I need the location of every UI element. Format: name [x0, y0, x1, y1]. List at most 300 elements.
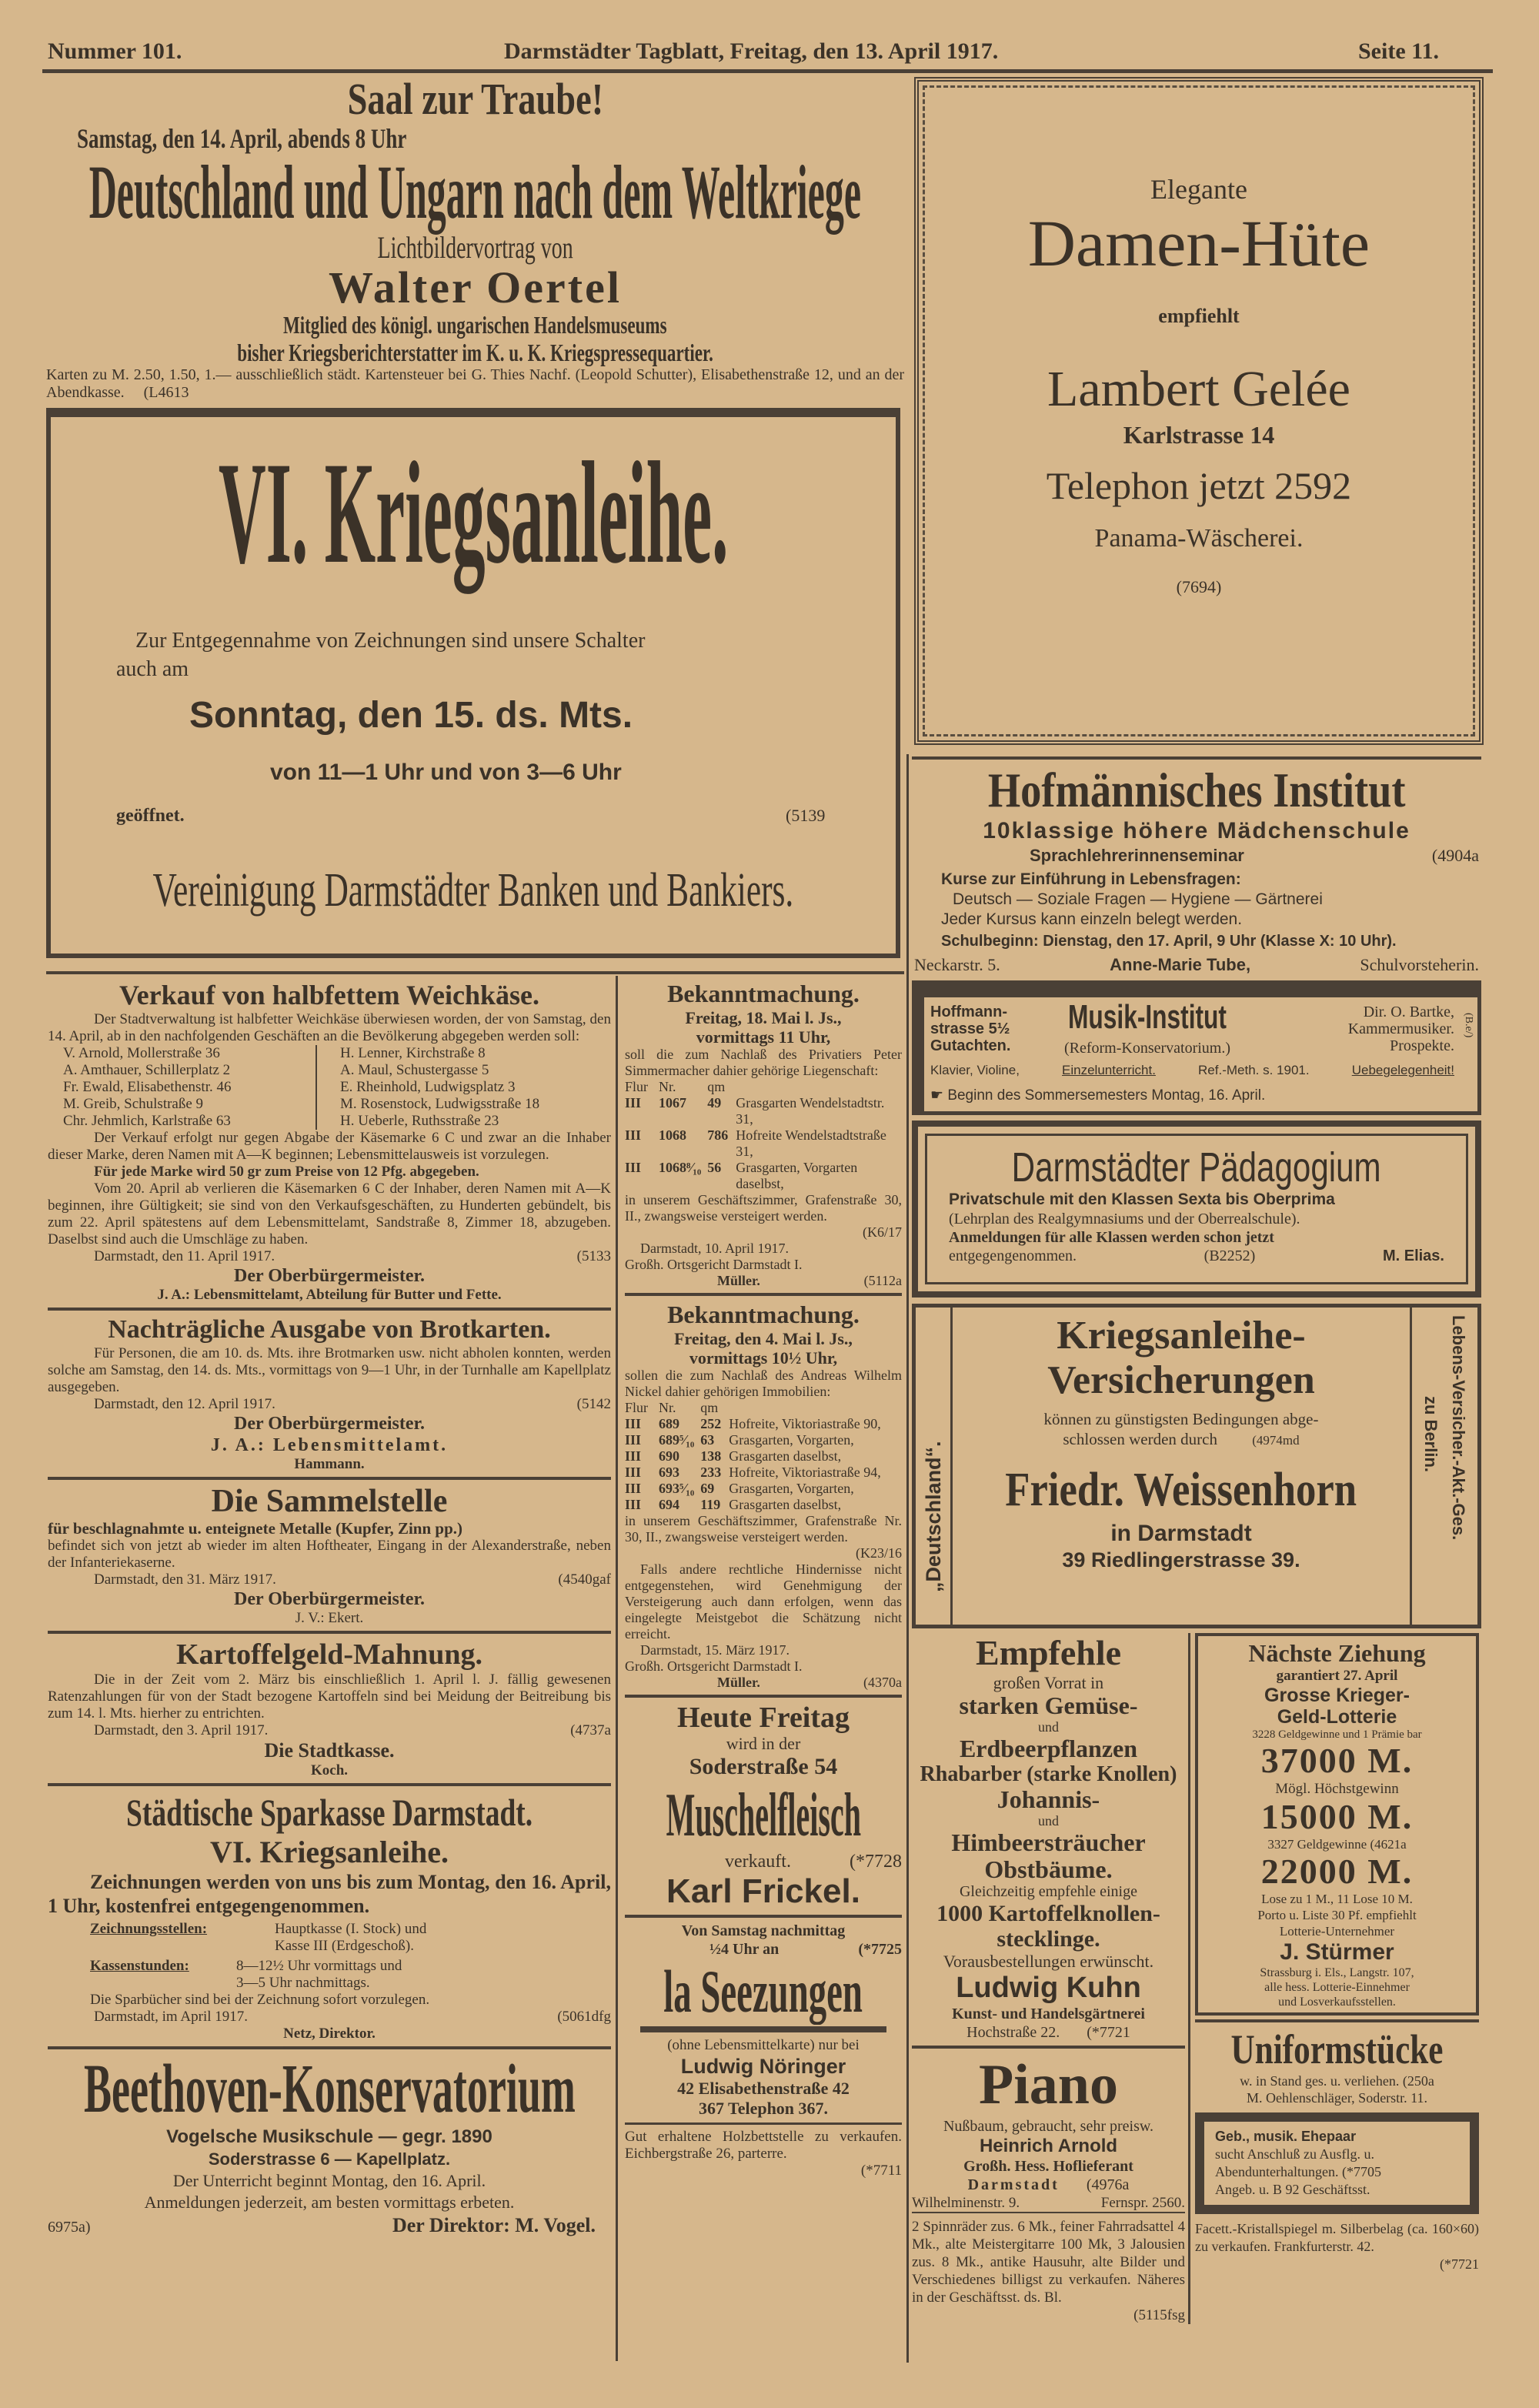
- table-cell: 1068: [659, 1127, 687, 1143]
- weich-title: Verkauf von halbfettem Weichkäse.: [119, 980, 539, 1010]
- damen-extra: Panama-Wäscherei.: [1094, 524, 1304, 553]
- rule: [48, 2046, 611, 2049]
- bek1-text: in unserem Geschäftszimmer, Grafenstraße 30, II., zwangsweise versteigert werden.: [625, 1192, 902, 1224]
- sammel-date: Darmstadt, den 31. März 1917.: [94, 1571, 276, 1588]
- traube-title: Saal zur Traube!: [347, 74, 603, 124]
- notice-sparkasse: [48, 1790, 611, 2042]
- seez-l1: Von Samstag nachmittag: [681, 1922, 846, 1939]
- right-sub-column-left: [912, 1633, 1190, 2324]
- bek2-col-header: qm: [700, 1400, 719, 1415]
- ad-ludwig-kuhn: [912, 1633, 1185, 2042]
- table-cell: Hofreite, Viktoriastraße 94,: [729, 1465, 881, 1480]
- column-divider: [906, 754, 909, 2363]
- table-cell: III: [625, 1416, 642, 1431]
- ad-hofmann-institut: [912, 763, 1481, 976]
- table-cell: 786: [707, 1127, 729, 1143]
- uni-code: (250a: [1402, 2073, 1434, 2089]
- rule: [48, 1631, 611, 1634]
- kart-sig2: Koch.: [310, 1762, 349, 1778]
- middle-column: [625, 979, 902, 2179]
- musik-left3: Gutachten.: [930, 1037, 1011, 1054]
- bek2-text2: Falls andere rechtliche Hindernisse nicht entgegenstehen, wird Genehmigung der Versteigerung auch dann erfolgen, wenn das eingelegte Meistgebot die Schätzung nicht erreicht.: [625, 1561, 902, 1642]
- table-cell: 693: [659, 1465, 680, 1480]
- ad-muschelfleisch: [625, 1702, 902, 1911]
- musik-right3: Prospekte.: [1390, 1037, 1454, 1054]
- ehe-l4: Angeb. u. B 92 Geschäftsst.: [1215, 2182, 1370, 2197]
- vers-code: (4974md: [1252, 1433, 1300, 1448]
- paed-title: Darmstädter Pädagogium: [1012, 1144, 1381, 1191]
- lot-prize-3: 22000 M.: [1260, 1852, 1414, 1891]
- traube-date: Samstag, den 14. April, abends 8 Uhr: [77, 123, 407, 154]
- shop: A. Amthauer, Schillerplatz 2: [63, 1062, 231, 1078]
- weich-p3: Vom 20. April ab verlieren die Käsemarken 6 C der Inhaber, deren Namen mit A—K beginnen, ihre Gültigkeit; sie sind von den Verkaufsgeschäften, zu Hunderten gebündelt, bis zum 22. April spätestens auf dem Lebensmittelamt, Sandstraße 8, Zimmer 18, abzugeben. Daselbst sind auch die Umschläge zu haben.: [48, 1181, 611, 1247]
- piano-l3: Darmstadt: [967, 2176, 1060, 2193]
- musik-right1: Dir. O. Bartke,: [1363, 1004, 1454, 1020]
- table-cell: 63: [700, 1432, 715, 1448]
- hofmann-director-title: Schulvorsteherin.: [1360, 955, 1479, 974]
- bek2-date: Freitag, den 4. Mai l. Js.,: [674, 1329, 853, 1348]
- anleihe-intro2: auch am: [116, 657, 189, 681]
- spiegel-text: Facett.-Kristallspiegel m. Silberbelag (ca. 160×60) zu verkaufen. Frankfurterstr. 42.: [1195, 2221, 1479, 2254]
- table-cell: III: [625, 1481, 642, 1496]
- ehe-l1: Geb., musik. Ehepaar: [1215, 2129, 1357, 2144]
- spar-sig: Netz, Direktor.: [283, 2026, 376, 2042]
- sammel-sig: Der Oberbürgermeister.: [234, 1589, 425, 1609]
- lot-l3: Grosse Krieger-: [1264, 1685, 1410, 1706]
- weich-p1: Der Verkauf erfolgt nur gegen Abgabe der Käsemarke 6 C und zwar an die Inhaber dieser Marke, deren Namen mit A—K beginnen; Lebensmittelausweis ist vorzulegen.: [48, 1130, 611, 1163]
- lot-l10: Lotterie-Unternehmer: [1279, 1924, 1395, 1939]
- bek2-col-header: Flur: [625, 1400, 649, 1415]
- musik-begin: Beginn des Sommersemesters Montag, 16. April.: [947, 1087, 1266, 1104]
- classified-bettstelle: [625, 2129, 902, 2179]
- brot-sig3: Hammann.: [294, 1456, 365, 1472]
- divider: [1410, 1308, 1412, 1625]
- bek2-text: in unserem Geschäftszimmer, Grafenstraße Nr. 30, II., zwangsweise versteigert werden.: [625, 1513, 902, 1545]
- piano-code: (4976a: [1086, 2176, 1130, 2193]
- lot-l1: Nächste Ziehung: [1248, 1639, 1426, 1667]
- traube-line1: Mitglied des königl. ungarischen Handelsmuseums: [283, 311, 667, 339]
- seez-title: la Seezungen: [663, 1958, 863, 2025]
- ad-seezungen: [625, 1922, 902, 2119]
- table-cell: 252: [700, 1416, 722, 1431]
- piano-title: Piano: [979, 2053, 1118, 2116]
- brot-sig2: J. A.: Lebensmittelamt.: [210, 1435, 449, 1455]
- divider: [950, 1308, 953, 1625]
- kart-code: (4737a: [570, 1722, 611, 1738]
- muschel-l1: Heute Freitag: [676, 1702, 850, 1734]
- notice-bekanntmachung-2: [625, 1300, 902, 1691]
- sammel-sig2: J. V.: Ekert.: [295, 1610, 364, 1626]
- ehe-code: (*7705: [1341, 2164, 1381, 2179]
- piano-l5: Fernspr. 2560.: [1100, 2195, 1185, 2211]
- empf-line: Vorausbestellungen erwünscht.: [943, 1952, 1154, 1971]
- left-column: [48, 979, 611, 2239]
- bett-code: (*7711: [860, 2163, 902, 2179]
- empf-lines: [912, 1673, 1185, 1971]
- rule: [48, 1308, 611, 1311]
- empf-title: Empfehle: [975, 1633, 1122, 1672]
- header-rule: [42, 69, 1493, 73]
- table-cell: 69: [700, 1481, 715, 1496]
- damen-code: (7694): [1176, 577, 1222, 596]
- table-cell: 689⁵⁄₁₀: [659, 1432, 695, 1448]
- spar-stunde: 3—5 Uhr nachmittags.: [236, 1975, 370, 1991]
- rule: [625, 1293, 902, 1296]
- ad-paedagogium: [912, 1121, 1481, 1298]
- vers-title2: Versicherungen: [1047, 1358, 1315, 1402]
- brot-title: Nachträgliche Ausgabe von Brotkarten.: [108, 1315, 551, 1344]
- anleihe-intro: Zur Entgegennahme von Zeichnungen sind unsere Schalter: [135, 629, 646, 653]
- brot-sig: Der Oberbürgermeister.: [234, 1414, 425, 1434]
- muschel-title: Muschelfleisch: [666, 1782, 861, 1849]
- notice-kartoffelgeld: [48, 1638, 611, 1779]
- traube-headline: Deutschland und Ungarn nach dem Weltkriege: [88, 149, 862, 235]
- sammel-title: Die Sammelstelle: [211, 1484, 448, 1519]
- damen-address: Karlstrasse 14: [1123, 421, 1275, 449]
- seez-l3: (ohne Lebensmittelkarte) nur bei: [667, 2037, 860, 2053]
- hofmann-director: Anne-Marie Tube,: [1110, 955, 1251, 974]
- musik-title: Musik-Institut: [1068, 998, 1227, 1036]
- ad-damen-huete: [914, 77, 1484, 745]
- table-cell: Grasgarten Wendelstadtstr. 31,: [736, 1095, 885, 1127]
- table-cell: III: [625, 1448, 642, 1464]
- muschel-l4: verkauft.: [725, 1852, 791, 1872]
- ad-piano: [912, 2052, 1185, 2213]
- bek1-intro: soll die zum Nachlaß des Privatiers Peter Simmermacher dahier gehörige Liegenschaft:: [625, 1047, 902, 1078]
- table-cell: III: [625, 1465, 642, 1480]
- lot-prize-1: 37000 M.: [1260, 1741, 1414, 1780]
- uni-title: Uniformstücke: [1230, 2026, 1444, 2072]
- bek1-col-header: Flur: [625, 1079, 649, 1094]
- spar-stunde: 8—12½ Uhr vormittags und: [236, 1958, 402, 1974]
- musik-line-2: Ref.-Meth. s. 1901.: [1198, 1063, 1310, 1077]
- paed-l2: (Lehrplan des Realgymnasiums und der Oberrealschule).: [949, 1211, 1300, 1227]
- spiegel-code: (*7721: [1440, 2256, 1479, 2272]
- table-cell: III: [625, 1127, 642, 1143]
- brot-date: Darmstadt, den 12. April 1917.: [94, 1396, 275, 1412]
- empf-line: großen Vorrat in: [993, 1673, 1104, 1692]
- hofmann-courses-note: Jeder Kursus kann einzeln belegt werden.: [941, 910, 1243, 928]
- ad-saal-zur-traube: [46, 75, 904, 402]
- vers-right2: zu Berlin.: [1421, 1396, 1441, 1473]
- empf-line: Rhabarber (starke Knollen): [920, 1762, 1177, 1786]
- hofmann-address: Neckarstr. 5.: [914, 955, 1000, 974]
- table-row: [625, 1481, 887, 1497]
- right-bottom-area: [912, 1633, 1481, 2324]
- kart-text: Die in der Zeit vom 2. März bis einschließlich 1. April l. J. fällig gewesenen Ratenzahlungen für von der Stadt bezogene Kartoffeln sind bei Meidung der Beitreibung bis zum 14. l. Mts. hierher zu entrichten.: [48, 1672, 611, 1722]
- sammel-sub: für beschlagnahmte u. enteignete Metalle (Kupfer, Zinn pp.): [48, 1519, 462, 1538]
- beet-sig: Der Direktor: M. Vogel.: [392, 2214, 596, 2236]
- hofmann-title: Hofmännisches Institut: [987, 763, 1406, 817]
- uni-l1: w. in Stand ges. u. verliehen.: [1240, 2073, 1400, 2089]
- paed-l1: Privatschule mit den Klassen Sexta bis Oberprima: [949, 1191, 1335, 1208]
- shop: H. Ueberle, Ruthsstraße 23: [340, 1113, 499, 1129]
- shop: Chr. Jehmlich, Karlstraße 63: [63, 1113, 231, 1129]
- empf-sub: Kunst- und Handelsgärtnerei: [952, 2006, 1145, 2022]
- lot-l13: und Losverkaufsstellen.: [1278, 1996, 1396, 2009]
- spar-stelle: Hauptkasse (I. Stock) und: [275, 1921, 427, 1937]
- paed-name: M. Elias.: [1382, 1247, 1444, 1264]
- ad-kriegsanleihe-banken: [46, 408, 900, 958]
- anleihe-date: Sonntag, den 15. ds. Mts.: [189, 695, 633, 736]
- bek2-sig: Großh. Ortsgericht Darmstadt I.: [625, 1658, 803, 1674]
- sammel-code: (4540gaf: [558, 1571, 611, 1588]
- table-cell: Grasgarten daselbst,: [729, 1448, 842, 1464]
- table-cell: 689: [659, 1416, 680, 1431]
- ehe-l2: sucht Anschluß zu Ausflg. u.: [1215, 2146, 1374, 2162]
- anleihe-open: geöffnet.: [116, 806, 185, 826]
- spar-code: (5061dfg: [557, 2009, 611, 2025]
- ad-beethoven-konservatorium: [48, 2053, 611, 2239]
- weich-date: Darmstadt, den 11. April 1917.: [94, 1248, 275, 1264]
- lot-l2: garantiert 27. April: [1276, 1668, 1398, 1684]
- bek2-title: Bekanntmachung.: [667, 1301, 860, 1328]
- vers-text1: können zu günstigsten Bedingungen abge-: [1043, 1410, 1319, 1428]
- brot-text: Für Personen, die am 10. ds. Mts. ihre Brotmarken usw. nicht abholen konnten, werden solche am Samstag, den 14. ds. Mts., vormittags von 9—1 Uhr, in der Turnhalle am Kapellplatz ausgegeben.: [48, 1345, 611, 1395]
- rule: [46, 971, 904, 974]
- ad-uniformstuecke: [1195, 2026, 1479, 2106]
- rule: [640, 2026, 886, 2032]
- table-row: [625, 1160, 902, 1192]
- beet-l3: Der Unterricht beginnt Montag, den 16. April.: [172, 2171, 486, 2190]
- traube-speaker: Walter Oertel: [329, 262, 622, 312]
- spar-stunden-label: Kassenstunden:: [90, 1958, 189, 1974]
- beet-l1: Vogelsche Musikschule — gegr. 1890: [166, 2126, 492, 2147]
- traube-tickets: Karten zu M. 2.50, 1.50, 1.— ausschließlich städt. Kartensteuer bei G. Thies Nachf. (Leopold Schutter), Elisabethenstraße 12, und an der Abendkasse.: [46, 366, 904, 401]
- classified-spiegel: [1195, 2220, 1479, 2273]
- lot-name: J. Stürmer: [1280, 1939, 1394, 1965]
- masthead: Darmstädter Tagblatt, Freitag, den 13. April 1917.: [504, 38, 999, 64]
- brot-code: (5142: [576, 1396, 611, 1412]
- musik-line-1: Einzelunterricht.: [1062, 1063, 1156, 1077]
- bek1-table: [625, 1079, 902, 1192]
- table-cell: 690: [659, 1448, 680, 1464]
- issue-number: Nummer 101.: [48, 38, 182, 64]
- seez-name: Ludwig Nöringer: [680, 2055, 846, 2078]
- vers-city: in Darmstadt: [1110, 1521, 1252, 1546]
- table-cell: Hofreite, Viktoriastraße 90,: [729, 1416, 881, 1431]
- hofmann-code: (4904a: [1431, 846, 1479, 865]
- table-cell: 56: [707, 1160, 722, 1175]
- empf-line: 1000 Kartoffelknollen-: [936, 1901, 1160, 1926]
- empf-code: (*7721: [1087, 2024, 1130, 2041]
- table-cell: Grasgarten, Vorgarten,: [729, 1432, 854, 1448]
- rule: [912, 2046, 1185, 2049]
- vers-left: „Deutschland“.: [922, 1441, 945, 1592]
- table-cell: 138: [700, 1448, 722, 1464]
- bek2-code2: (4370a: [863, 1675, 902, 1690]
- bek1-code2: (5112a: [863, 1273, 902, 1288]
- paed-l3: Anmeldungen für alle Klassen werden schon jetzt: [949, 1229, 1274, 1246]
- bek1-date2: Darmstadt, 10. April 1917.: [640, 1241, 789, 1256]
- table-cell: III: [625, 1432, 642, 1448]
- beet-title: Beethoven-Konservatorium: [83, 2051, 576, 2127]
- hofmann-courses: Deutsch — Soziale Fragen — Hygiene — Gärtnerei: [953, 890, 1323, 908]
- table-cell: 49: [707, 1095, 722, 1110]
- muschel-code: (*7728: [850, 1852, 902, 1872]
- musik-side: (B.e/): [1463, 1013, 1474, 1038]
- muschel-name: Karl Frickel.: [666, 1872, 860, 1910]
- spar-note: Die Sparbücher sind bei der Zeichnung sofort vorzulegen.: [90, 1992, 430, 2008]
- lot-l11: Strassburg i. Els., Langstr. 107,: [1260, 1966, 1414, 1979]
- empf-line: und: [1038, 1719, 1059, 1735]
- rule: [625, 2122, 902, 2125]
- damen-elegante: Elegante: [1150, 174, 1247, 205]
- hofmann-courses-title: Kurse zur Einführung in Lebensfragen:: [941, 870, 1241, 888]
- anleihe-code: (5139: [786, 806, 826, 825]
- lot-prize-2: 15000 M.: [1260, 1797, 1414, 1836]
- musik-line-0: Klavier, Violine,: [930, 1063, 1020, 1077]
- seez-tel: 367 Telephon 367.: [698, 2099, 829, 2118]
- shop: H. Lenner, Kirchstraße 8: [340, 1045, 486, 1061]
- bett-text: Gut erhaltene Holzbettstelle zu verkaufen. Eichbergstraße 26, parterre.: [625, 2129, 902, 2162]
- table-row: [625, 1127, 902, 1160]
- bek1-col-header: qm: [707, 1079, 726, 1094]
- musik-right2: Kammermusiker.: [1347, 1020, 1454, 1037]
- table-cell: 233: [700, 1465, 722, 1480]
- beet-code: 6975a): [48, 2219, 91, 2236]
- weich-p2: Für jede Marke wird 50 gr zum Preise von 12 Pfg. abgegeben.: [94, 1164, 479, 1180]
- piano-l1: Nußbaum, gebraucht, sehr preisw.: [943, 2118, 1154, 2135]
- muschel-l2: wird in der: [726, 1734, 801, 1753]
- empf-name: Ludwig Kuhn: [956, 1972, 1141, 2004]
- bek2-col-header: Nr.: [659, 1400, 676, 1415]
- rule: [48, 1477, 611, 1480]
- lot-l5: 3228 Geldgewinne und 1 Prämie bar: [1252, 1728, 1422, 1741]
- table-row: [625, 1465, 887, 1481]
- bek1-sig: Großh. Ortsgericht Darmstadt I.: [625, 1257, 803, 1272]
- anleihe-title: VI. Kriegsanleihe.: [218, 433, 729, 594]
- spinn-text: 2 Spinnräder zus. 6 Mk., feiner Fahrradsattel 4 Mk., alte Meistergitarre 100 Mk, 3 Jalousien zus. 8 Mk., antike Hausuhr, alte Bilder und Verschiedenes billigst zu verkaufen. Näheres in der Geschäftsst. ds. Bl.: [912, 2219, 1185, 2306]
- weich-code: (5133: [576, 1248, 611, 1264]
- column-divider: [616, 976, 618, 2361]
- spar-sub: VI. Kriegsanleihe.: [210, 1835, 449, 1869]
- damen-empfiehlt: empfiehlt: [1158, 305, 1240, 327]
- lot-l4: Geld-Lotterie: [1277, 1706, 1397, 1728]
- vers-address: 39 Riedlingerstrasse 39.: [1062, 1548, 1300, 1571]
- rule: [625, 1915, 902, 1918]
- piano-name: Heinrich Arnold: [979, 2136, 1118, 2156]
- rule: [48, 1783, 611, 1786]
- musik-subtitle: (Reform-Konservatorium.): [1063, 1040, 1231, 1057]
- page-number: Seite 11.: [1358, 38, 1439, 64]
- seez-l2: ½4 Uhr an: [709, 1941, 780, 1958]
- paed-l4: entgegengenommen.: [949, 1247, 1077, 1264]
- table-cell: Grasgarten daselbst,: [729, 1497, 842, 1512]
- shop: E. Rheinhold, Ludwigsplatz 3: [340, 1079, 516, 1095]
- damen-name: Lambert Gelée: [1047, 361, 1350, 417]
- table-cell: Grasgarten, Vorgarten,: [729, 1481, 854, 1496]
- musik-left2: strasse 5½: [930, 1020, 1010, 1037]
- vers-text2: schlossen werden durch: [1063, 1430, 1217, 1448]
- table-cell: III: [625, 1497, 642, 1512]
- bek1-sig2: Müller.: [717, 1273, 760, 1288]
- notice-bekanntmachung-1: [625, 979, 902, 1289]
- shop: M. Rosenstock, Ludwigsstraße 18: [340, 1096, 540, 1112]
- spar-stellen-label: Zeichnungsstellen:: [90, 1921, 208, 1937]
- table-cell: III: [625, 1095, 642, 1110]
- bek2-date2: Darmstadt, 15. März 1917.: [640, 1642, 790, 1658]
- pointing-hand-icon: ☛: [930, 1087, 948, 1104]
- shop: V. Arnold, Mollerstraße 36: [63, 1045, 220, 1061]
- table-cell: Grasgarten, Vorgarten daselbst,: [736, 1160, 858, 1191]
- table-cell: 1068⁸⁄₁₀: [659, 1160, 702, 1175]
- vers-right1: Lebens-Versicher.-Akt.-Ges.: [1449, 1315, 1468, 1541]
- anleihe-hours: von 11—1 Uhr und von 3—6 Uhr: [270, 760, 622, 785]
- right-column: [912, 753, 1481, 2324]
- damen-phone: Telephon jetzt 2592: [1046, 464, 1352, 507]
- table-cell: Hofreite Wendelstadtstraße 31,: [736, 1127, 886, 1159]
- musik-line-3: Uebegelegenheit!: [1351, 1063, 1454, 1077]
- weich-intro: Der Stadtverwaltung ist halbfetter Weichkäse überwiesen worden, der von Samstag, den 14. April, ab in den nachfolgenden Geschäften an die Bevölkerung abgegeben werden soll:: [48, 1011, 611, 1044]
- piano-l2: Großh. Hess. Hoflieferant: [963, 2158, 1133, 2175]
- traube-line2: bisher Kriegsberichterstatter im K. u. K. Kriegspressequartier.: [237, 339, 713, 366]
- empf-line: Johannis-: [997, 1785, 1100, 1813]
- empf-line: stecklinge.: [997, 1926, 1100, 1952]
- hofmann-start: Schulbeginn: Dienstag, den 17. April, 9 Uhr (Klasse X: 10 Uhr).: [941, 933, 1397, 950]
- rule: [912, 756, 1481, 760]
- bek2-sig2: Müller.: [717, 1675, 760, 1690]
- right-sub-column-right: [1190, 1633, 1479, 2324]
- anleihe-signature: Vereinigung Darmstädter Banken und Bankiers.: [152, 864, 794, 917]
- rule: [625, 1695, 902, 1698]
- uni-l2: M. Oehlenschläger, Soderstr. 11.: [1246, 2090, 1428, 2106]
- lot-l9: Porto u. Liste 30 Pf. empfiehlt: [1257, 1908, 1417, 1922]
- bek2-table: [625, 1400, 887, 1513]
- vers-name: Friedr. Weissenhorn: [1005, 1464, 1357, 1516]
- empf-line: starken Gemüse-: [959, 1692, 1138, 1719]
- table-cell: 1067: [659, 1095, 687, 1110]
- ad-kriegsanleihe-versicherungen: [912, 1304, 1481, 1628]
- seez-code: (*7725: [858, 1941, 902, 1958]
- spar-title: Städtische Sparkasse Darmstadt.: [125, 1791, 533, 1834]
- lot-l12: alle hess. Lotterie-Einnehmer: [1264, 1981, 1410, 1994]
- empf-line: Obstbäume.: [984, 1855, 1113, 1883]
- muschel-l3: Soderstraße 54: [689, 1754, 838, 1779]
- shop: A. Maul, Schustergasse 5: [340, 1062, 489, 1078]
- weich-sig2: J. A.: Lebensmittelamt, Abteilung für Butter und Fette.: [157, 1287, 502, 1303]
- bek2-intro: sollen die zum Nachlaß des Andreas Wilhelm Nickel dahier gehörigen Immobilien:: [625, 1368, 902, 1399]
- ad-lotterie: [1195, 1633, 1479, 2016]
- ad-ehepaar: [1195, 2112, 1479, 2214]
- table-cell: 119: [700, 1497, 721, 1512]
- lot-l7: 3327 Geldgewinne: [1267, 1837, 1367, 1852]
- classified-spinnraeder: [912, 2218, 1185, 2324]
- bek1-date: Freitag, 18. Mai l. Js.,: [685, 1008, 842, 1027]
- table-row: [625, 1432, 887, 1448]
- shop: Fr. Ewald, Elisabethenstr. 46: [63, 1079, 232, 1095]
- kart-sig: Die Stadtkasse.: [264, 1739, 395, 1762]
- empf-line: Himbeersträucher: [951, 1829, 1146, 1856]
- sammel-text: befindet sich von jetzt ab wieder im alten Hoftheater, Eingang in der Alexanderstraße, neben der Infanteriekaserne.: [48, 1538, 611, 1571]
- empf-line: Gleichzeitig empfehle einige: [959, 1883, 1137, 1900]
- paed-code: (B2252): [1203, 1247, 1256, 1264]
- table-row: [625, 1497, 887, 1513]
- musik-left1: Hoffmann-: [930, 1004, 1007, 1020]
- damen-title: Damen-Hüte: [1027, 206, 1370, 280]
- ad-musik-institut: [912, 980, 1481, 1115]
- spar-text: Zeichnungen werden von uns bis zum Montag, den 16. April, 1 Uhr, kostenfrei entgegengenommen.: [48, 1871, 611, 1917]
- table-row: [625, 1448, 887, 1465]
- beet-l4: Anmeldungen jederzeit, am besten vormittags erbeten.: [144, 2193, 515, 2212]
- lot-l8: Lose zu 1 M., 11 Lose 10 M.: [1261, 1892, 1413, 1906]
- lot-code: (4621a: [1370, 1837, 1407, 1852]
- left-top-column: [46, 75, 904, 958]
- table-row: [625, 1095, 902, 1127]
- hofmann-school: 10klassige höhere Mädchenschule: [983, 818, 1410, 843]
- table-cell: 693⁵⁄₁₀: [659, 1481, 695, 1496]
- rule: [1195, 2019, 1479, 2022]
